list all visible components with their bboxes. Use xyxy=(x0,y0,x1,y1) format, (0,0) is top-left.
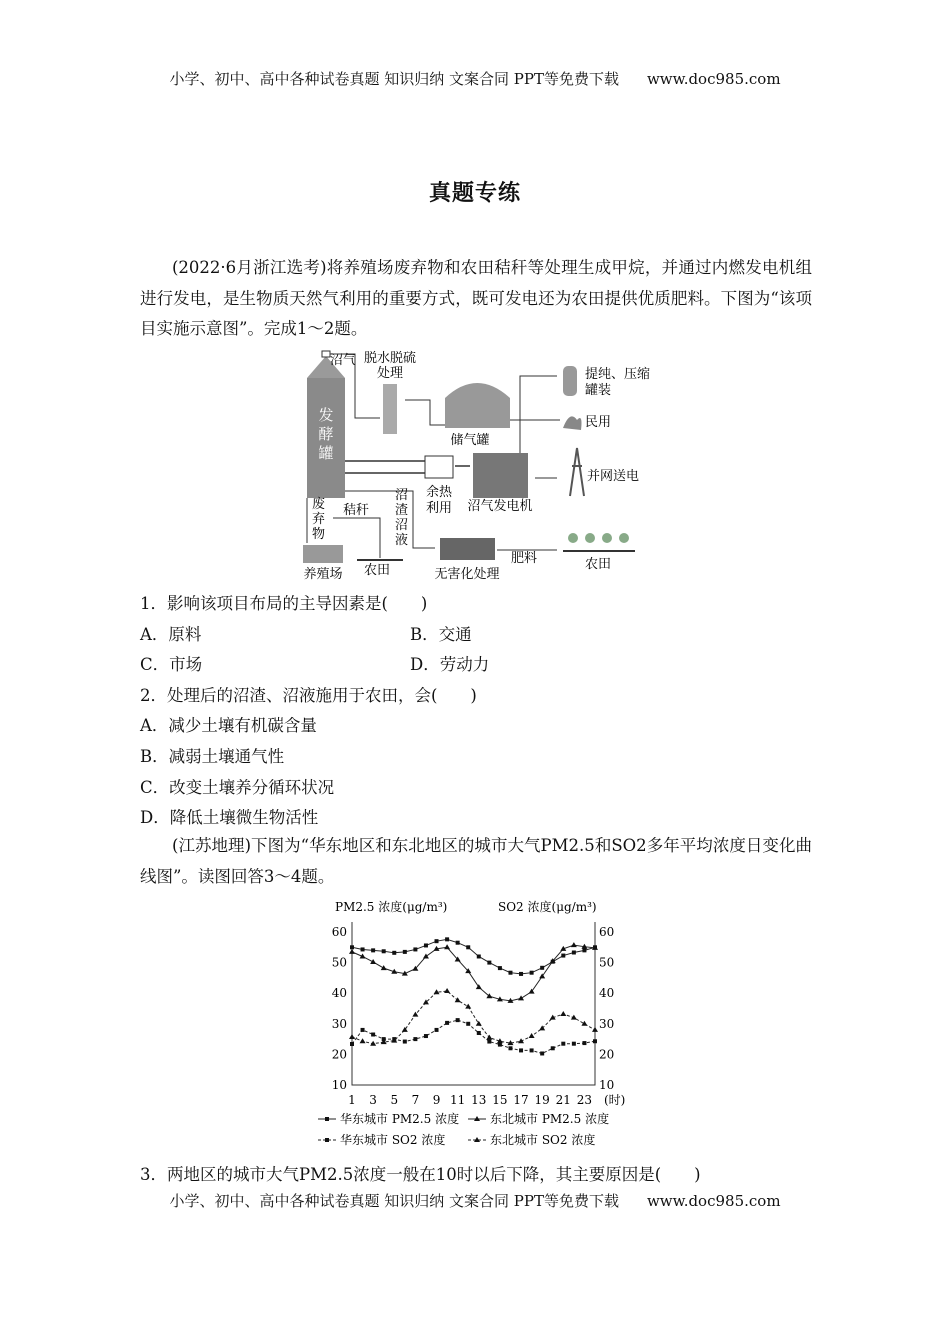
data-point xyxy=(466,945,470,949)
q1-option-b[interactable]: B．交通 xyxy=(410,625,472,644)
data-point xyxy=(498,966,502,970)
data-point xyxy=(424,943,428,947)
civil-label: 民用 xyxy=(585,415,612,430)
data-point xyxy=(423,953,429,958)
data-point xyxy=(508,1046,512,1050)
data-point xyxy=(455,997,461,1002)
data-point xyxy=(582,948,586,952)
left-axis-label: PM2.5 浓度(μg/m³) xyxy=(335,900,448,914)
power-tower-icon xyxy=(570,448,584,496)
data-point xyxy=(530,1048,534,1052)
data-point xyxy=(581,1021,587,1026)
q1-option-d[interactable]: D．劳动力 xyxy=(410,655,490,674)
y-tick-right: 30 xyxy=(599,1016,615,1031)
treatment-pit-icon xyxy=(440,538,495,560)
data-point xyxy=(403,1040,407,1044)
y-tick-right: 10 xyxy=(599,1078,615,1092)
data-point xyxy=(560,1011,566,1016)
x-tick: 5 xyxy=(390,1093,399,1107)
data-point xyxy=(424,1034,428,1038)
series-line-1 xyxy=(352,939,595,974)
data-point xyxy=(540,966,544,970)
data-point xyxy=(444,988,450,993)
x-tick: 21 xyxy=(555,1093,571,1107)
crops-icon xyxy=(568,533,629,543)
x-tick: 23 xyxy=(576,1093,593,1107)
purify-label-1: 提纯、压缩 xyxy=(585,367,651,382)
desulf-column xyxy=(383,384,397,434)
x-tick: 1 xyxy=(348,1093,356,1107)
data-point xyxy=(561,1042,565,1046)
gas-storage-tank xyxy=(445,383,510,428)
data-point xyxy=(435,939,439,943)
data-point xyxy=(466,1022,470,1026)
y-tick-right: 50 xyxy=(599,955,615,970)
q2-option-a[interactable]: A．减少土壤有机碳含量 xyxy=(140,716,317,735)
page-header xyxy=(0,68,950,89)
x-tick: 3 xyxy=(369,1093,377,1107)
fermenter-label-1: 发 xyxy=(318,406,334,424)
y-tick-left: 10 xyxy=(331,1078,347,1092)
legend-marker xyxy=(325,1138,329,1142)
field2-label: 农田 xyxy=(584,557,612,572)
data-point xyxy=(476,1021,482,1026)
legend-label: 东北城市 PM2.5 浓度 xyxy=(490,1112,610,1126)
data-point xyxy=(519,1048,523,1052)
q2-option-b[interactable]: B．减弱土壤通气性 xyxy=(140,747,285,766)
data-point xyxy=(476,984,482,989)
series-line-2 xyxy=(352,945,595,1001)
x-tick: 9 xyxy=(432,1093,441,1107)
data-point xyxy=(519,972,523,976)
axes xyxy=(352,922,595,1085)
residue-label-3: 沼 xyxy=(395,518,409,533)
data-point xyxy=(551,1046,555,1050)
x-tick: 7 xyxy=(411,1093,420,1107)
heat-label-2: 利用 xyxy=(425,501,453,516)
flame-icon xyxy=(563,416,582,430)
heat-exchanger-icon xyxy=(425,456,453,478)
heat-label-1: 余热 xyxy=(425,485,453,500)
data-point xyxy=(477,1031,481,1035)
data-point xyxy=(350,1042,354,1046)
data-point xyxy=(456,941,460,945)
y-tick-left: 20 xyxy=(331,1047,347,1062)
harmless-label: 无害化处理 xyxy=(434,567,500,582)
biogas-label: 沼气 xyxy=(330,353,357,368)
residue-label-2: 渣 xyxy=(395,503,409,518)
data-point xyxy=(592,1027,598,1032)
data-point xyxy=(435,1028,439,1032)
q2-stem: 2．处理后的沼渣、沼液施用于农田，会( ) xyxy=(140,686,477,705)
data-point xyxy=(382,949,386,953)
x-tick: 13 xyxy=(471,1093,487,1107)
data-point xyxy=(371,1033,375,1037)
data-point xyxy=(360,1038,366,1043)
data-point xyxy=(456,1018,460,1022)
y-tick-right: 20 xyxy=(599,1047,615,1062)
footer-text: 小学、初中、高中各种试卷真题 知识归纳 文案合同 PPT等免费下载 xyxy=(169,1192,619,1210)
waste-label-3: 物 xyxy=(312,527,326,542)
field1-label: 农田 xyxy=(363,563,391,578)
data-point xyxy=(571,942,577,947)
generator-icon xyxy=(473,453,528,498)
data-point xyxy=(350,945,354,949)
farm-building-icon xyxy=(303,545,343,563)
data-point xyxy=(540,1051,544,1055)
data-point xyxy=(465,1004,471,1009)
waste-label-1: 废 xyxy=(312,497,326,512)
y-tick-left: 50 xyxy=(331,955,347,970)
series-line-3 xyxy=(352,1020,595,1053)
grid-label: 并网送电 xyxy=(587,469,640,484)
straw-label: 秸秆 xyxy=(343,503,370,518)
data-point xyxy=(530,971,534,975)
pollution-chart xyxy=(310,892,650,1154)
data-point xyxy=(371,948,375,952)
desulf-label-1: 脱水脱硫 xyxy=(363,351,417,366)
y-tick-right: 60 xyxy=(599,925,615,939)
fertilizer-label: 肥料 xyxy=(511,551,538,566)
y-tick-left: 40 xyxy=(331,986,347,1001)
residue-label-4: 液 xyxy=(395,533,409,548)
storage-label: 储气罐 xyxy=(450,433,490,448)
series-line-4 xyxy=(352,991,595,1044)
project-diagram xyxy=(295,348,665,583)
data-point xyxy=(444,944,450,949)
data-point xyxy=(529,1033,535,1038)
cylinder-icon xyxy=(563,366,577,396)
q1-option-c[interactable]: C．市场 xyxy=(140,655,203,674)
data-point xyxy=(361,947,365,951)
residue-label-1: 沼 xyxy=(395,488,409,503)
data-point xyxy=(572,951,576,955)
legend-label: 华东城市 PM2.5 浓度 xyxy=(340,1112,460,1126)
x-unit-label: (时) xyxy=(604,1093,626,1107)
x-tick: 17 xyxy=(513,1093,529,1107)
data-point xyxy=(349,1034,355,1039)
data-point xyxy=(413,947,417,951)
data-point xyxy=(487,961,491,965)
x-tick: 15 xyxy=(492,1093,508,1107)
data-point xyxy=(486,1035,492,1040)
data-point xyxy=(445,937,449,941)
data-point xyxy=(487,1040,491,1044)
farm-label: 养殖场 xyxy=(303,567,343,582)
x-tick: 11 xyxy=(450,1093,466,1107)
data-point xyxy=(582,1041,586,1045)
data-point xyxy=(508,971,512,975)
q2-option-c[interactable]: C．改变土壤养分循环状况 xyxy=(140,778,335,797)
q2-option-d[interactable]: D．降低土壤微生物活性 xyxy=(140,808,319,827)
data-point xyxy=(349,949,355,954)
data-point xyxy=(403,950,407,954)
footer-site[interactable]: www.doc985.com xyxy=(646,1192,781,1210)
page-title: 真题专练 xyxy=(428,180,521,206)
data-point xyxy=(477,954,481,958)
x-tick: 19 xyxy=(534,1093,550,1107)
data-point xyxy=(361,1028,365,1032)
q1-option-a[interactable]: A．原料 xyxy=(140,625,202,644)
legend-marker xyxy=(325,1117,329,1121)
legend-label: 东北城市 SO2 浓度 xyxy=(490,1133,596,1147)
data-point xyxy=(413,1037,417,1041)
q3-stem: 3．两地区的城市大气PM2.5浓度一般在10时以后下降，其主要原因是( ) xyxy=(140,1165,701,1184)
data-point xyxy=(593,1039,597,1043)
fermenter-label-2: 酵 xyxy=(318,425,334,443)
data-point xyxy=(370,959,376,964)
header-text: 小学、初中、高中各种试卷真题 知识归纳 文案合同 PPT等免费下载 xyxy=(169,70,619,88)
waste-label-2: 弃 xyxy=(312,512,326,527)
data-point xyxy=(539,1025,545,1030)
y-tick-left: 30 xyxy=(331,1016,347,1031)
right-axis-label: SO2 浓度(μg/m³) xyxy=(498,900,597,914)
fermenter-label-3: 罐 xyxy=(318,444,334,462)
desulf-label-2: 处理 xyxy=(376,366,404,381)
intro-paragraph-2: (江苏地理)下图为“华东地区和东北地区的城市大气PM2.5和SO2多年平均浓度日变化曲线图”。读图回答3～4题。 xyxy=(140,836,812,886)
q1-stem: 1．影响该项目布局的主导因素是( ) xyxy=(140,594,428,613)
y-tick-left: 60 xyxy=(331,925,347,939)
data-point xyxy=(572,1042,576,1046)
intro-paragraph-1: (2022·6月浙江选考)将养殖场废弃物和农田秸秆等处理生成甲烷，并通过内燃发电机组进行发电，是生物质天然气利用的重要方式，既可发电还为农田提供优质肥料。下图为“该项目实施示意图”。完成1～2题。 xyxy=(140,258,812,338)
data-point xyxy=(518,995,524,1000)
page-footer xyxy=(0,1190,950,1211)
data-point xyxy=(381,965,387,970)
purify-label-2: 罐装 xyxy=(585,383,612,398)
data-point xyxy=(392,951,396,955)
header-site[interactable]: www.doc985.com xyxy=(646,70,781,88)
generator-label: 沼气发电机 xyxy=(467,499,533,514)
data-point xyxy=(445,1021,449,1025)
y-tick-right: 40 xyxy=(599,986,615,1001)
data-point xyxy=(561,954,565,958)
legend-label: 华东城市 SO2 浓度 xyxy=(340,1133,446,1147)
